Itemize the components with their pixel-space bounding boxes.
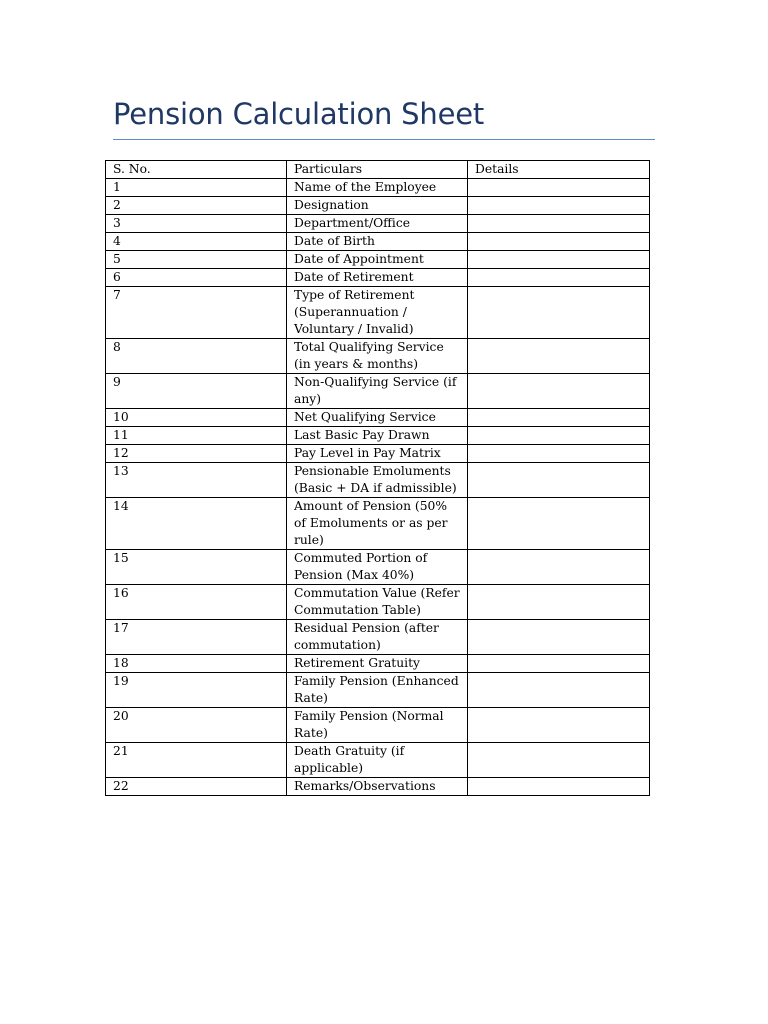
row-particular: Pay Level in Pay Matrix — [287, 445, 468, 463]
row-particular: Family Pension (Normal Rate) — [287, 708, 468, 743]
row-particular: Designation — [287, 197, 468, 215]
row-particular: Remarks/Observations — [287, 778, 468, 796]
row-serial-number: 19 — [106, 673, 287, 708]
table-row — [106, 463, 650, 498]
row-details-cell[interactable] — [468, 215, 650, 233]
row-details-cell[interactable] — [468, 233, 650, 251]
table-row — [106, 197, 650, 215]
row-serial-number: 11 — [106, 427, 287, 445]
row-details-cell[interactable] — [468, 498, 650, 550]
row-serial-number: 21 — [106, 743, 287, 778]
row-details-cell[interactable] — [468, 550, 650, 585]
row-particular: Last Basic Pay Drawn — [287, 427, 468, 445]
row-details-cell[interactable] — [468, 655, 650, 673]
row-particular: Date of Retirement — [287, 269, 468, 287]
row-details-cell[interactable] — [468, 197, 650, 215]
table-row — [106, 409, 650, 427]
table-row — [106, 287, 650, 339]
row-details-cell[interactable] — [468, 585, 650, 620]
row-serial-number: 18 — [106, 655, 287, 673]
row-serial-number: 3 — [106, 215, 287, 233]
row-particular: Date of Birth — [287, 233, 468, 251]
row-serial-number: 22 — [106, 778, 287, 796]
row-particular: Pensionable Emoluments (Basic + DA if admissible) — [287, 463, 468, 498]
row-particular: Family Pension (Enhanced Rate) — [287, 673, 468, 708]
table-row — [106, 269, 650, 287]
row-serial-number: 7 — [106, 287, 287, 339]
header-details: Details — [468, 161, 650, 179]
row-details-cell[interactable] — [468, 251, 650, 269]
row-serial-number: 16 — [106, 585, 287, 620]
table-row — [106, 743, 650, 778]
row-details-cell[interactable] — [468, 620, 650, 655]
row-serial-number: 17 — [106, 620, 287, 655]
row-details-cell[interactable] — [468, 708, 650, 743]
title-underline — [113, 139, 655, 140]
row-particular: Net Qualifying Service — [287, 409, 468, 427]
row-serial-number: 14 — [106, 498, 287, 550]
row-details-cell[interactable] — [468, 445, 650, 463]
table-row — [106, 655, 650, 673]
table-row — [106, 708, 650, 743]
row-serial-number: 20 — [106, 708, 287, 743]
row-particular: Total Qualifying Service (in years & months) — [287, 339, 468, 374]
row-serial-number: 8 — [106, 339, 287, 374]
row-particular: Residual Pension (after commutation) — [287, 620, 468, 655]
table-row — [106, 585, 650, 620]
page-title: Pension Calculation Sheet — [113, 97, 485, 131]
row-serial-number: 10 — [106, 409, 287, 427]
row-particular: Retirement Gratuity — [287, 655, 468, 673]
row-particular: Type of Retirement (Superannuation / Voluntary / Invalid) — [287, 287, 468, 339]
row-particular: Amount of Pension (50% of Emoluments or as per rule) — [287, 498, 468, 550]
header-sno: S. No. — [106, 161, 287, 179]
row-details-cell[interactable] — [468, 463, 650, 498]
table-row — [106, 251, 650, 269]
row-details-cell[interactable] — [468, 179, 650, 197]
row-details-cell[interactable] — [468, 673, 650, 708]
table-row — [106, 339, 650, 374]
row-details-cell[interactable] — [468, 339, 650, 374]
row-particular: Commuted Portion of Pension (Max 40%) — [287, 550, 468, 585]
table-row — [106, 233, 650, 251]
row-particular: Department/Office — [287, 215, 468, 233]
row-particular: Commutation Value (Refer Commutation Table) — [287, 585, 468, 620]
table-row — [106, 778, 650, 796]
table-row — [106, 673, 650, 708]
row-serial-number: 13 — [106, 463, 287, 498]
table-row — [106, 215, 650, 233]
table-row — [106, 179, 650, 197]
table-row — [106, 427, 650, 445]
row-serial-number: 12 — [106, 445, 287, 463]
row-details-cell[interactable] — [468, 269, 650, 287]
row-details-cell[interactable] — [468, 778, 650, 796]
pension-calculation-table — [105, 160, 650, 796]
row-serial-number: 1 — [106, 179, 287, 197]
table-header-row — [106, 161, 650, 179]
row-details-cell[interactable] — [468, 427, 650, 445]
table-row — [106, 498, 650, 550]
row-serial-number: 9 — [106, 374, 287, 409]
row-details-cell[interactable] — [468, 374, 650, 409]
row-particular: Non-Qualifying Service (if any) — [287, 374, 468, 409]
row-details-cell[interactable] — [468, 409, 650, 427]
row-serial-number: 6 — [106, 269, 287, 287]
row-particular: Name of the Employee — [287, 179, 468, 197]
row-particular: Death Gratuity (if applicable) — [287, 743, 468, 778]
row-serial-number: 2 — [106, 197, 287, 215]
row-serial-number: 4 — [106, 233, 287, 251]
row-details-cell[interactable] — [468, 743, 650, 778]
row-serial-number: 15 — [106, 550, 287, 585]
row-details-cell[interactable] — [468, 287, 650, 339]
header-particulars: Particulars — [287, 161, 468, 179]
table-row — [106, 620, 650, 655]
row-particular: Date of Appointment — [287, 251, 468, 269]
table-row — [106, 550, 650, 585]
row-serial-number: 5 — [106, 251, 287, 269]
table-row — [106, 445, 650, 463]
table-row — [106, 374, 650, 409]
